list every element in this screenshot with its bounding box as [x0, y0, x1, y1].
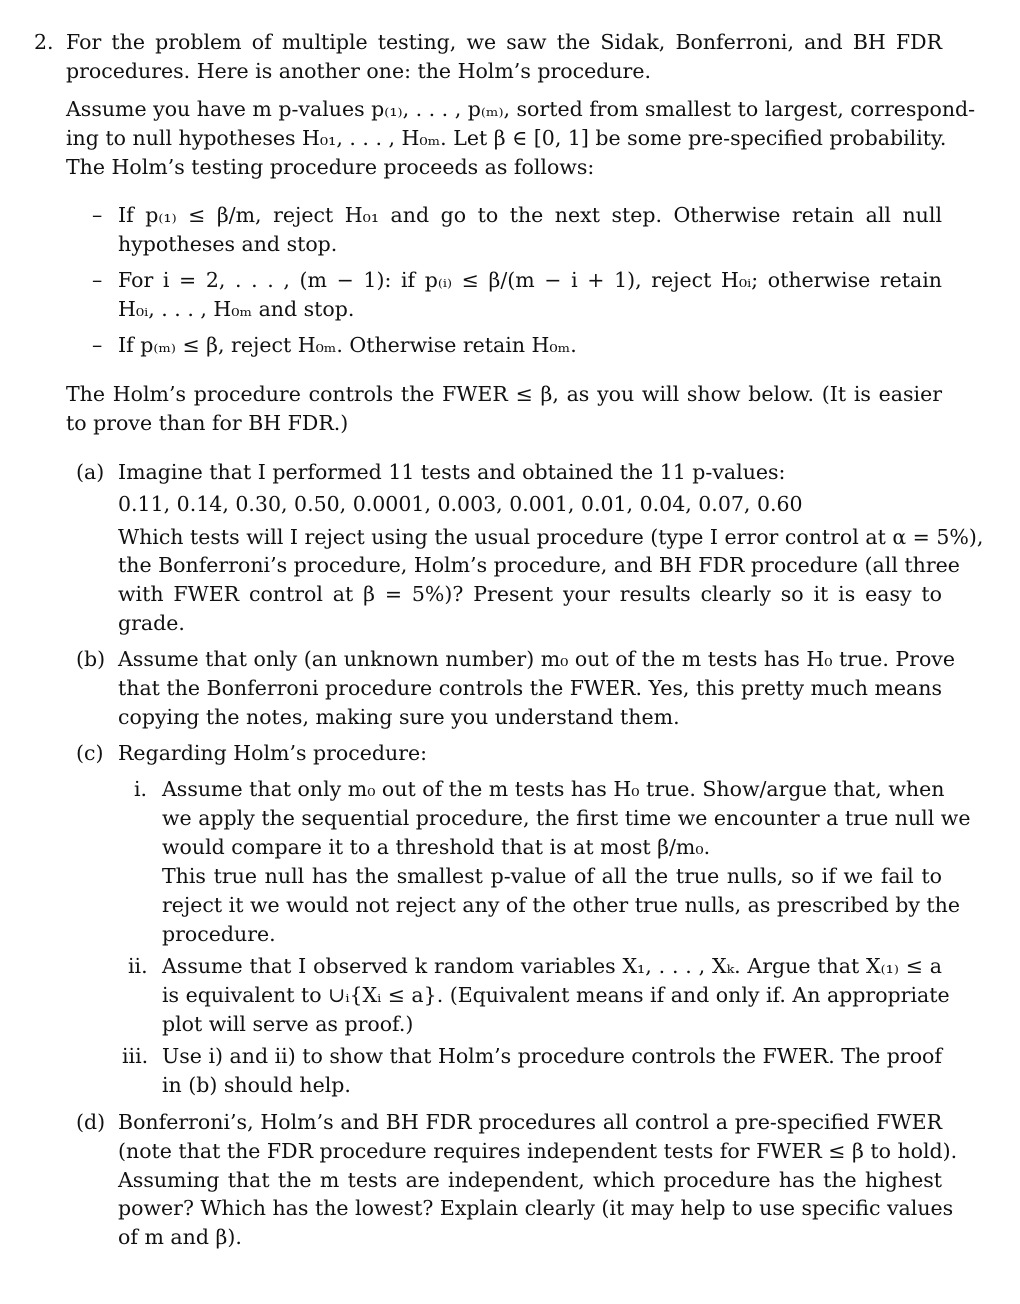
bullet-2-line-1: For i = 2, . . . , (m − 1): if p₍ᵢ₎ ≤ β/(m − i + 1), reject H₀ᵢ; otherwise retain	[118, 268, 942, 292]
part-c-i-label: i.	[134, 777, 148, 801]
part-c-i-line-3: would compare it to a threshold that is at most β/m₀.	[162, 835, 711, 859]
part-d-line-5: of m and β).	[118, 1225, 242, 1249]
part-b-label: (b)	[76, 647, 106, 671]
bullet-dash: –	[92, 333, 103, 357]
part-c-iii-label: iii.	[122, 1044, 149, 1068]
part-b-line-3: copying the notes, making sure you understand them.	[118, 705, 680, 729]
problem-number: 2.	[34, 30, 54, 54]
bullet-3-line-1: If p₍ₘ₎ ≤ β, reject H₀ₘ. Otherwise retain H₀ₘ.	[118, 333, 577, 357]
part-d-line-4: power? Which has the lowest? Explain clearly (it may help to use specific values	[118, 1196, 954, 1220]
setup-line-3: The Holm’s testing procedure proceeds as follows:	[66, 155, 595, 179]
bullet-1-line-2: hypotheses and stop.	[118, 232, 338, 256]
part-a-label: (a)	[76, 460, 105, 484]
intro-line-2: procedures. Here is another one: the Holm’s procedure.	[66, 59, 652, 83]
setup-line-2: ing to null hypotheses H₀₁, . . . , H₀ₘ. Let β ∈ [0, 1] be some pre-specified probability.	[66, 126, 947, 150]
part-b-line-2: that the Bonferroni procedure controls the FWER. Yes, this pretty much means	[118, 676, 942, 700]
part-c-i-line-2: we apply the sequential procedure, the first time we encounter a true null we	[162, 806, 971, 830]
bullet-2-line-2: H₀ᵢ, . . . , H₀ₘ and stop.	[118, 297, 355, 321]
bullet-dash: –	[92, 203, 103, 227]
part-d-label: (d)	[76, 1110, 106, 1134]
part-a-line-6: grade.	[118, 611, 185, 635]
bullet-1-line-1: If p₍₁₎ ≤ β/m, reject H₀₁ and go to the next step. Otherwise retain all null	[118, 203, 942, 227]
fwer-line-2: to prove than for BH FDR.)	[66, 411, 349, 435]
part-c-ii-line-2: is equivalent to ∪ᵢ{Xᵢ ≤ a}. (Equivalent means if and only if. An appropriate	[162, 983, 950, 1007]
bullet-dash: –	[92, 268, 103, 292]
intro-line-1: For the problem of multiple testing, we saw the Sidak, Bonferroni, and BH FDR	[66, 30, 942, 54]
part-b-line-1: Assume that only (an unknown number) m₀ out of the m tests has H₀ true. Prove	[118, 647, 955, 671]
part-c-ii-line-1: Assume that I observed k random variables X₁, . . . , Xₖ. Argue that X₍₁₎ ≤ a	[162, 954, 942, 978]
part-c-iii-line-1: Use i) and ii) to show that Holm’s procedure controls the FWER. The proof	[162, 1044, 942, 1068]
part-c-i-line-5: reject it we would not reject any of the other true nulls, as prescribed by the	[162, 893, 961, 917]
setup-line-1: Assume you have m p-values p₍₁₎, . . . , p₍ₘ₎, sorted from smallest to largest, correspond-	[66, 97, 976, 121]
part-c-iii-line-2: in (b) should help.	[162, 1073, 351, 1097]
part-a-line-1: Imagine that I performed 11 tests and obtained the 11 p-values:	[118, 460, 786, 484]
part-a-pvalues: 0.11, 0.14, 0.30, 0.50, 0.0001, 0.003, 0.001, 0.01, 0.04, 0.07, 0.60	[118, 492, 803, 516]
part-a-line-4: the Bonferroni’s procedure, Holm’s procedure, and BH FDR procedure (all three	[118, 553, 960, 577]
part-c-heading: Regarding Holm’s procedure:	[118, 741, 428, 765]
part-d-line-3: Assuming that the m tests are independent, which procedure has the highest	[118, 1168, 942, 1192]
part-d-line-1: Bonferroni’s, Holm’s and BH FDR procedures all control a pre-specified FWER	[118, 1110, 942, 1134]
part-c-ii-line-3: plot will serve as proof.)	[162, 1012, 414, 1036]
part-c-i-line-1: Assume that only m₀ out of the m tests has H₀ true. Show/argue that, when	[162, 777, 945, 801]
part-c-label: (c)	[76, 741, 104, 765]
part-c-ii-label: ii.	[128, 954, 148, 978]
part-c-i-line-4: This true null has the smallest p-value of all the true nulls, so if we fail to	[162, 864, 942, 888]
fwer-line-1: The Holm’s procedure controls the FWER ≤ β, as you will show below. (It is easier	[66, 382, 942, 406]
part-a-line-3: Which tests will I reject using the usual procedure (type I error control at α = 5%),	[118, 525, 984, 549]
part-a-line-5: with FWER control at β = 5%)? Present your results clearly so it is easy to	[118, 582, 942, 606]
part-d-line-2: (note that the FDR procedure requires independent tests for FWER ≤ β to hold).	[118, 1139, 958, 1163]
part-c-i-line-6: procedure.	[162, 922, 276, 946]
